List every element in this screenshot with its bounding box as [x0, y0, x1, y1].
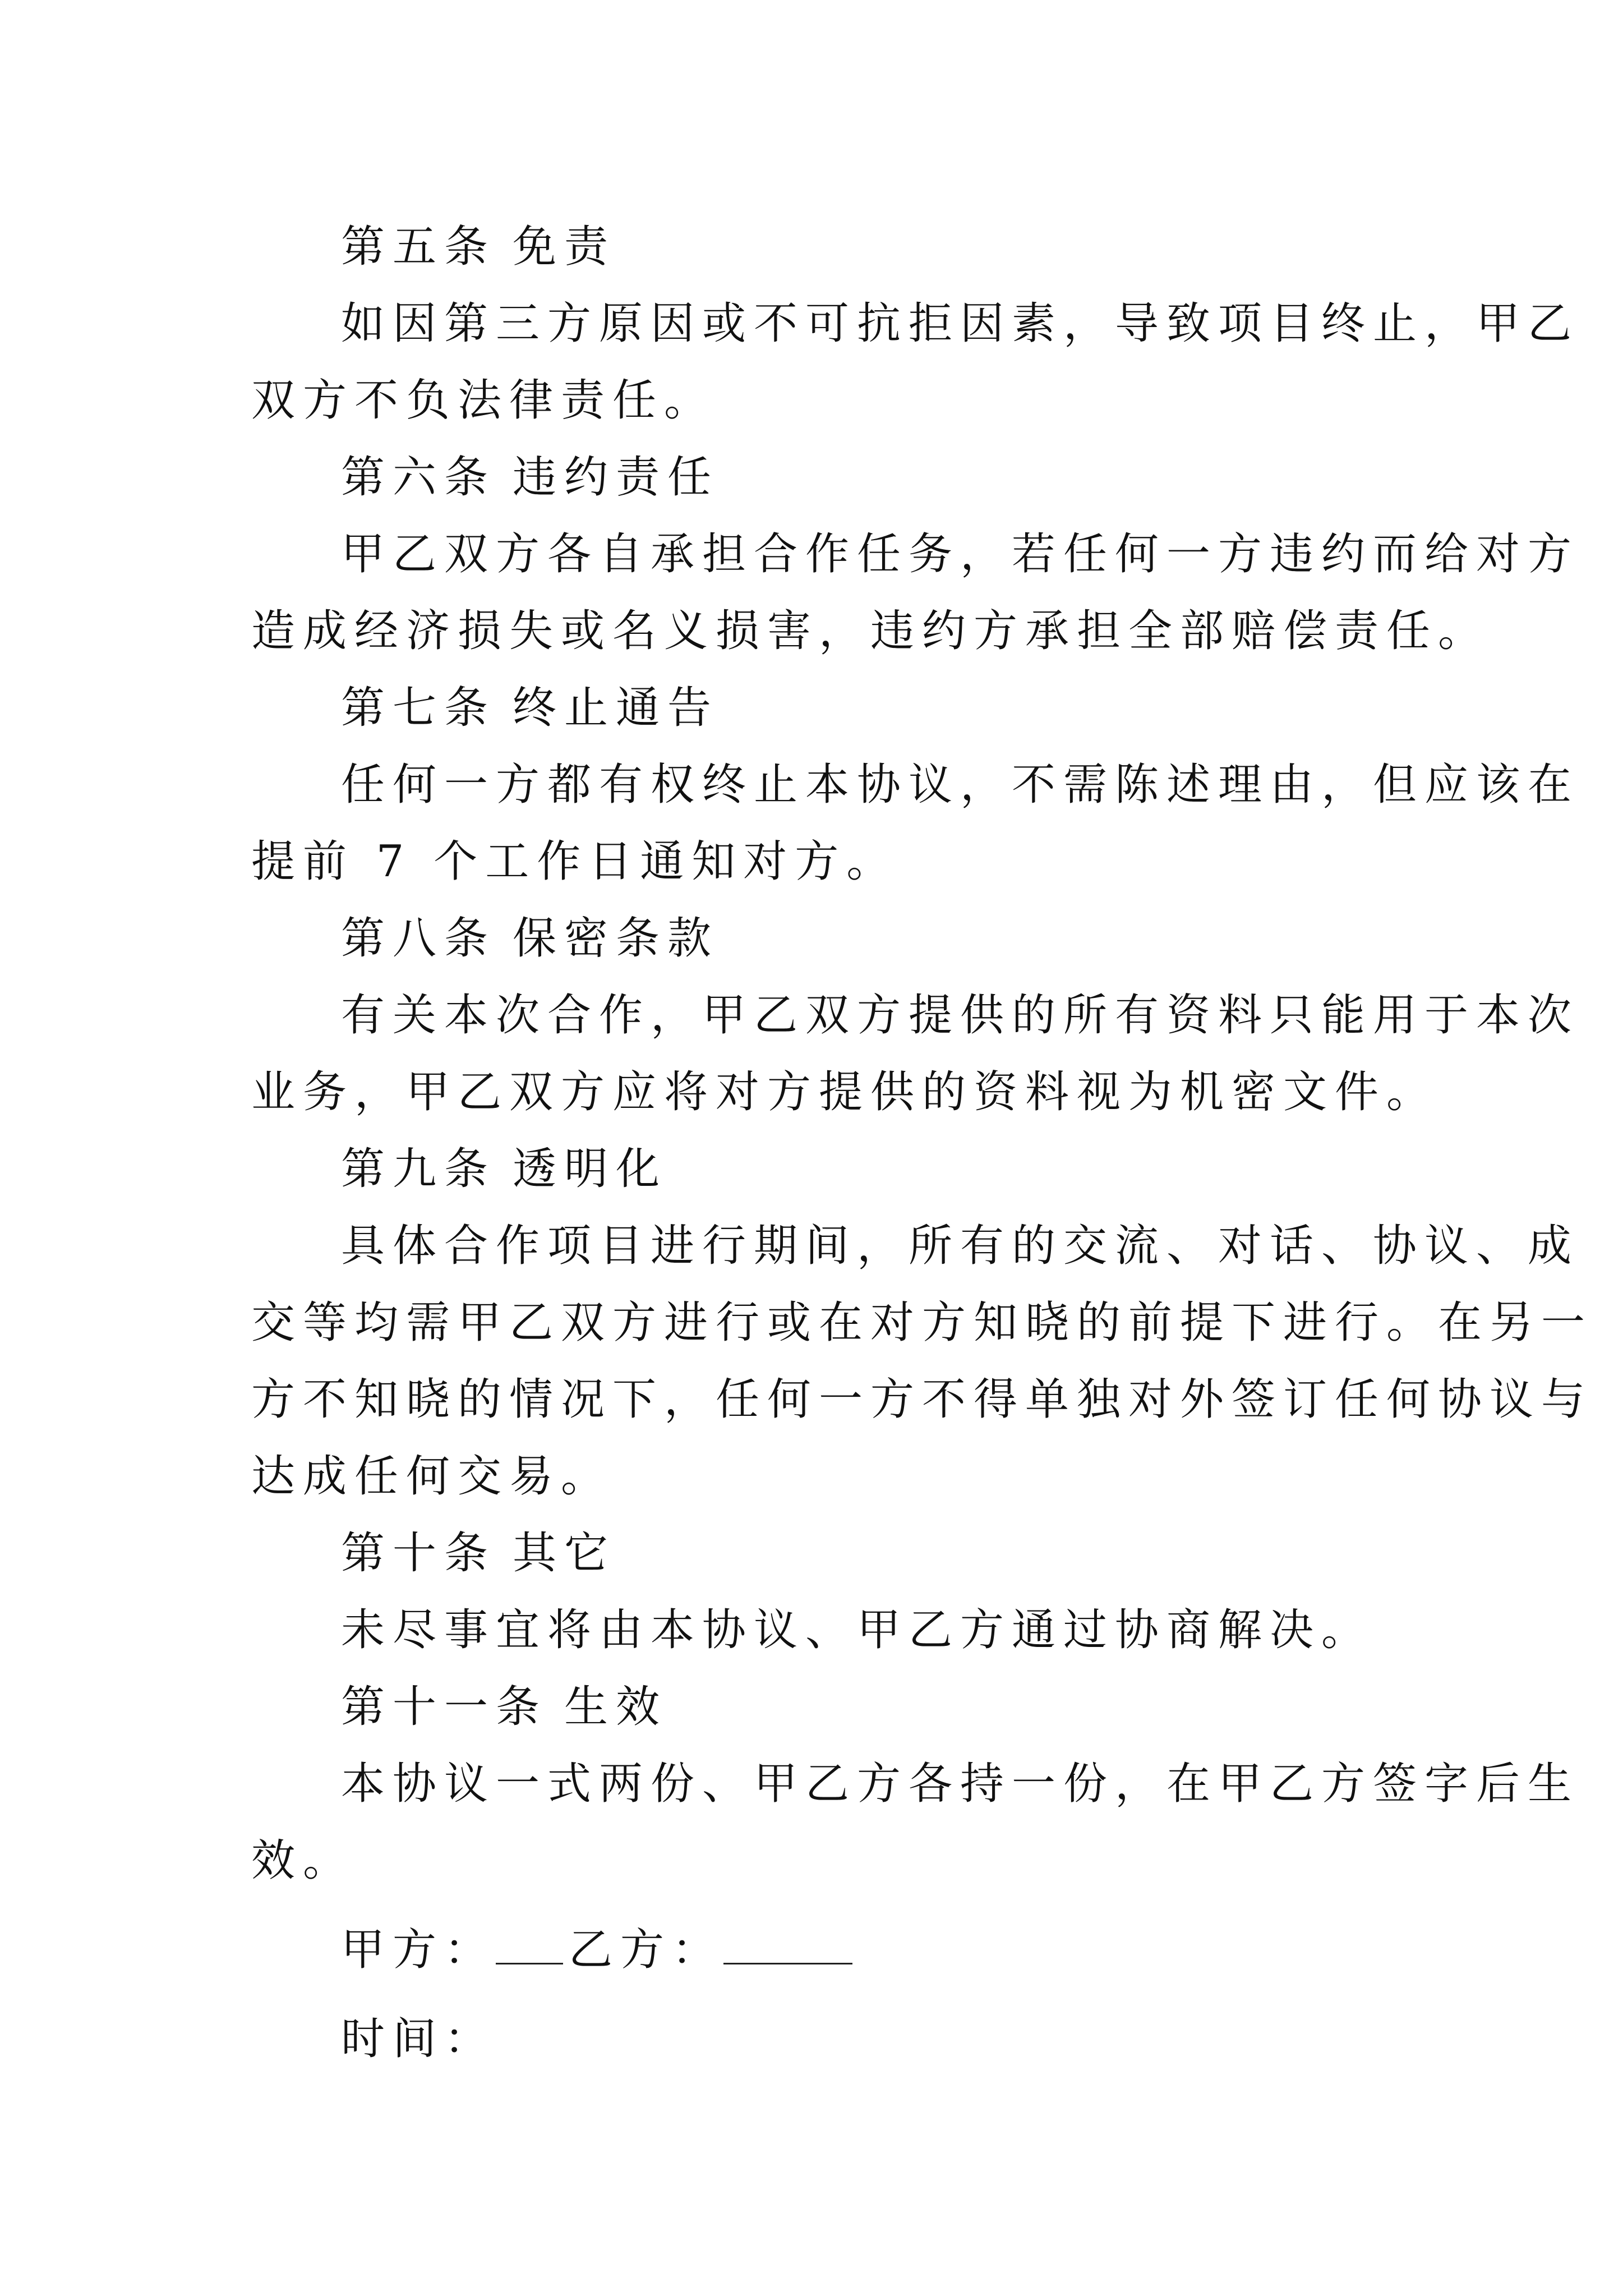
paragraph-line: 达成任何交易。	[251, 1451, 613, 1502]
time-label: 时间：	[341, 2014, 496, 2064]
paragraph-line: 任何一方都有权终止本协议，不需陈述理由，但应该在	[341, 760, 1580, 810]
article-6-heading	[251, 439, 1390, 516]
article-number: 第十条	[341, 1528, 496, 1579]
article-title: 其它	[513, 1528, 616, 1579]
paragraph-line: 如因第三方原因或不可抗拒因素，导致项目终止，甲乙	[341, 298, 1580, 349]
paragraph-line: 业务，甲乙双方应将对方提供的资料视为机密文件。	[251, 1067, 1438, 1117]
paragraph-line: 交等均需甲乙双方进行或在对方知晓的前提下进行。在另一	[251, 1297, 1593, 1348]
article-number: 第八条	[341, 913, 496, 964]
paragraph-line: 效。	[251, 1835, 355, 1886]
article-title: 生效	[564, 1682, 668, 1732]
paragraph-line: 本协议一式两份、甲乙方各持一份，在甲乙方签字后生	[341, 1759, 1580, 1809]
article-number: 第七条	[341, 683, 496, 733]
signature-line	[251, 1912, 1390, 1989]
article-title: 终止通告	[513, 683, 720, 733]
time-line	[251, 2001, 1390, 2078]
document-page	[251, 209, 1593, 2078]
paragraph-line: 方不知晓的情况下，任何一方不得单独对外签订任何协议与	[251, 1374, 1593, 1425]
article-10-heading	[251, 1515, 1390, 1592]
paragraph-line: 未尽事宜将由本协议、甲乙方通过协商解决。	[341, 1605, 1373, 1655]
article-title: 保密条款	[513, 913, 720, 964]
paragraph-line: 提前 7 个工作日通知对方。	[251, 836, 898, 887]
article-number: 第九条	[341, 1144, 496, 1194]
article-5-heading	[251, 209, 1390, 286]
paragraph-line: 甲乙双方各自承担合作任务，若任何一方违约而给对方	[341, 529, 1580, 579]
article-title: 免责	[513, 222, 616, 272]
article-7-heading	[251, 670, 1390, 747]
article-number: 第十一条	[341, 1682, 548, 1732]
article-9-heading	[251, 1131, 1390, 1208]
paragraph-line: 有关本次合作，甲乙双方提供的所有资料只能用于本次	[341, 990, 1580, 1041]
paragraph-line: 具体合作项目进行期间，所有的交流、对话、协议、成	[341, 1221, 1580, 1271]
article-number: 第六条	[341, 452, 496, 503]
party-b-label: 乙方：	[569, 1925, 724, 1975]
article-8-heading	[251, 900, 1390, 977]
paragraph-line: 造成经济损失或名义损害，违约方承担全部赔偿责任。	[251, 606, 1490, 656]
paragraph-line: 双方不负法律责任。	[251, 375, 716, 426]
article-11-heading	[251, 1669, 1390, 1746]
article-title: 透明化	[513, 1144, 668, 1194]
party-a-signature-blank[interactable]	[496, 1924, 563, 1964]
article-number: 第五条	[341, 222, 496, 272]
party-a-label: 甲方：	[341, 1925, 496, 1975]
article-title: 违约责任	[513, 452, 720, 503]
party-b-signature-blank[interactable]	[723, 1924, 852, 1964]
